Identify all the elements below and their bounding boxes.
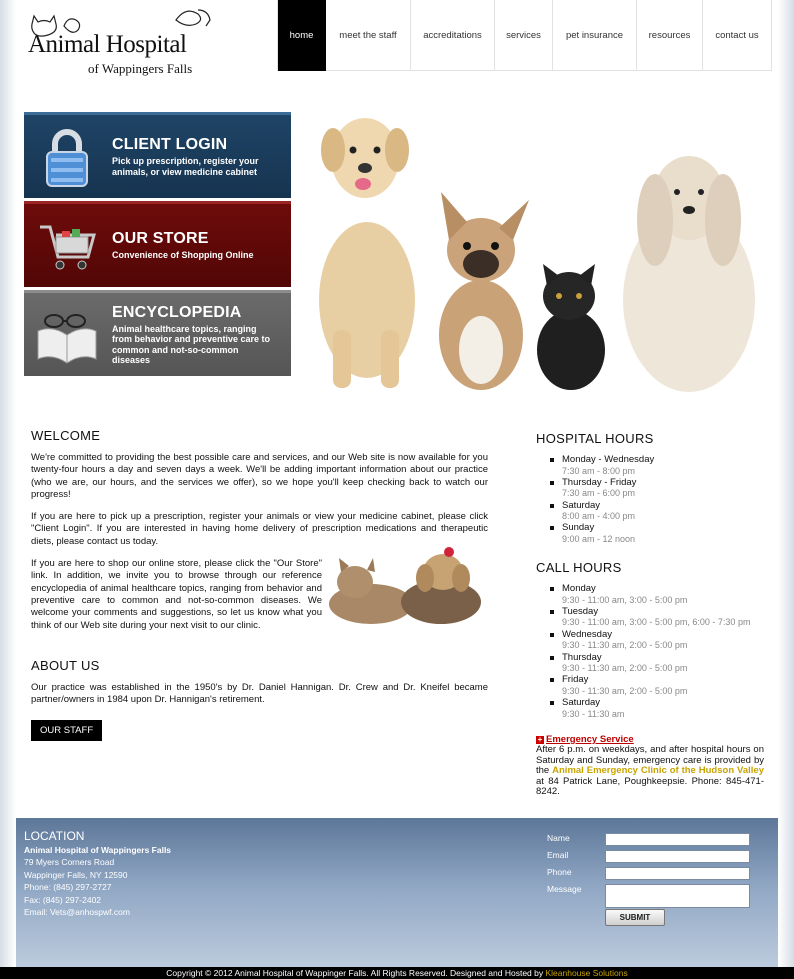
- encyclopedia-subtitle: Animal healthcare topics, ranging from behavior and preventive care to common and not-so-common diseases: [112, 323, 271, 365]
- nav-home[interactable]: home: [278, 0, 326, 71]
- welcome-paragraph-1: We're committed to providing the best possible care and services, and our Web site is now available for you twenty-four hours a day and seven days a week. We'll be adding important information about our practice (who we are, our hours, and the services we offer), so we hope you'll keep checking back to watch our progress!: [31, 452, 488, 500]
- name-input[interactable]: [605, 833, 750, 846]
- welcome-paragraph-2: If you are here to pick up a prescription, register your animals or view your medicine cabinet, please click "Client Login". If you are interested in having home delivery of prescription medications and therapeutic diets, please contact us today.: [31, 511, 488, 547]
- hero-pets-image: [305, 100, 770, 395]
- client-login-subtitle: Pick up prescription, register your animals, or view medicine cabinet: [112, 156, 259, 177]
- nav-pet-insurance[interactable]: pet insurance: [553, 0, 637, 71]
- list-item: Monday 9:30 - 11:00 am, 3:00 - 5:00 pm: [550, 583, 764, 606]
- book-glasses-icon: [24, 292, 110, 378]
- copyright-text: Copyright © 2012 Animal Hospital of Wappinger Falls. All Rights Reserved. Designed and Hosted by: [166, 968, 546, 978]
- location-email[interactable]: Email: Vets@anhospwf.com: [24, 907, 130, 918]
- sidebar: [536, 431, 764, 798]
- list-item: Friday 9:30 - 11:30 am, 2:00 - 5:00 pm: [550, 674, 764, 697]
- shopping-cart-icon: [24, 203, 110, 289]
- emergency-clinic-link[interactable]: Animal Emergency Clinic of the Hudson Valley: [552, 765, 764, 777]
- location-heading: LOCATION: [24, 829, 85, 843]
- nav-meet-the-staff[interactable]: meet the staff: [326, 0, 411, 71]
- phone-input[interactable]: [605, 867, 750, 880]
- hospital-logo[interactable]: [26, 6, 216, 82]
- emergency-address: at 84 Patrick Lane, Poughkeepsie. Phone: 845-471-8242.: [536, 775, 764, 798]
- our-staff-button[interactable]: OUR STAFF: [31, 720, 102, 741]
- client-login-title: CLIENT LOGIN: [112, 136, 228, 153]
- copyright-bar: [0, 967, 794, 979]
- footer: [16, 818, 778, 967]
- emergency-service-block: [536, 735, 764, 798]
- location-block: [24, 829, 171, 918]
- list-item: Thursday 9:30 - 11:30 am, 2:00 - 5:00 pm: [550, 652, 764, 675]
- location-city: Wappinger Falls, NY 12590: [24, 869, 128, 880]
- labrador-dog: [319, 118, 415, 388]
- submit-button[interactable]: SUBMIT: [605, 909, 665, 926]
- client-login-banner[interactable]: [24, 112, 291, 198]
- our-store-subtitle: Convenience of Shopping Online: [112, 250, 254, 261]
- list-item: Sunday 9:00 am - 12 noon: [550, 522, 764, 545]
- encyclopedia-banner[interactable]: [24, 290, 291, 376]
- list-item: Wednesday 9:30 - 11:30 am, 2:00 - 5:00 pm: [550, 629, 764, 652]
- name-label: Name: [547, 833, 570, 843]
- email-input[interactable]: [605, 850, 750, 863]
- our-store-banner[interactable]: [24, 201, 291, 287]
- contact-form: [547, 833, 750, 922]
- list-item: Monday - Wednesday 7:30 am - 8:00 pm: [550, 454, 764, 477]
- emergency-text: After 6 p.m. on weekdays, and after hospital hours on Saturday and Sunday, emergency care is provided by the: [536, 744, 764, 777]
- emergency-service-link[interactable]: Emergency Service: [546, 733, 634, 745]
- encyclopedia-title: ENCYCLOPEDIA: [112, 303, 242, 321]
- list-item: Saturday 9:30 - 11:30 am: [550, 697, 764, 720]
- phone-label: Phone: [547, 867, 572, 877]
- nav-contact-us[interactable]: contact us: [703, 0, 772, 71]
- hospital-hours-list: [550, 454, 764, 545]
- location-street: 79 Myers Corners Road: [24, 857, 115, 868]
- message-label: Message: [547, 884, 582, 894]
- logo-title: Animal Hospital: [28, 31, 187, 58]
- call-hours-list: [550, 583, 764, 720]
- hospital-hours-heading: HOSPITAL HOURS: [536, 431, 654, 446]
- list-item: Saturday 8:00 am - 4:00 pm: [550, 500, 764, 523]
- nav-resources[interactable]: resources: [637, 0, 703, 71]
- message-input[interactable]: [605, 884, 750, 908]
- call-hours-heading: CALL HOURS: [536, 560, 622, 576]
- nav-services[interactable]: services: [495, 0, 553, 71]
- our-store-title: OUR STORE: [112, 230, 209, 248]
- welcome-heading: WELCOME: [31, 428, 101, 443]
- location-phone: Phone: (845) 297-2727: [24, 882, 112, 893]
- about-us-heading: ABOUT US: [31, 657, 100, 673]
- main-content: [31, 428, 488, 741]
- padlock-icon: [24, 114, 110, 200]
- location-name: Animal Hospital of Wappingers Falls: [24, 845, 172, 855]
- list-item: Thursday - Friday 7:30 am - 6:00 pm: [550, 477, 764, 500]
- about-us-paragraph: Our practice was established in the 1950's by Dr. Daniel Hannigan. Dr. Crew and Dr. Kneifel became partner/owners in 1984 upon Dr. Hannigan's retirement.: [31, 681, 488, 706]
- designer-link[interactable]: Kleanhouse Solutions: [545, 968, 628, 978]
- email-label: Email: [547, 850, 569, 860]
- cat-and-dog-image: [329, 542, 489, 632]
- location-fax: Fax: (845) 297-2402: [24, 894, 102, 905]
- nav-accreditations[interactable]: accreditations: [411, 0, 495, 71]
- logo-subtitle: of Wappingers Falls: [88, 61, 193, 76]
- list-item: Tuesday 9:30 - 11:00 am, 3:00 - 5:00 pm, 6:00 - 7:30 pm: [550, 606, 764, 629]
- welcome-paragraph-3: If you are here to shop our online store, please click the "Our Store" link. In addition, we invite you to browse through our reference encyclopedia of animal healthcare topics, ranging from behavior and preventive care to common and not-so-common diseases. We welcome your comments and suggestions, so let us know what you think of our Web site during your next visit to our clinic.: [31, 558, 322, 631]
- main-nav: [277, 0, 772, 71]
- plus-icon: +: [537, 734, 543, 744]
